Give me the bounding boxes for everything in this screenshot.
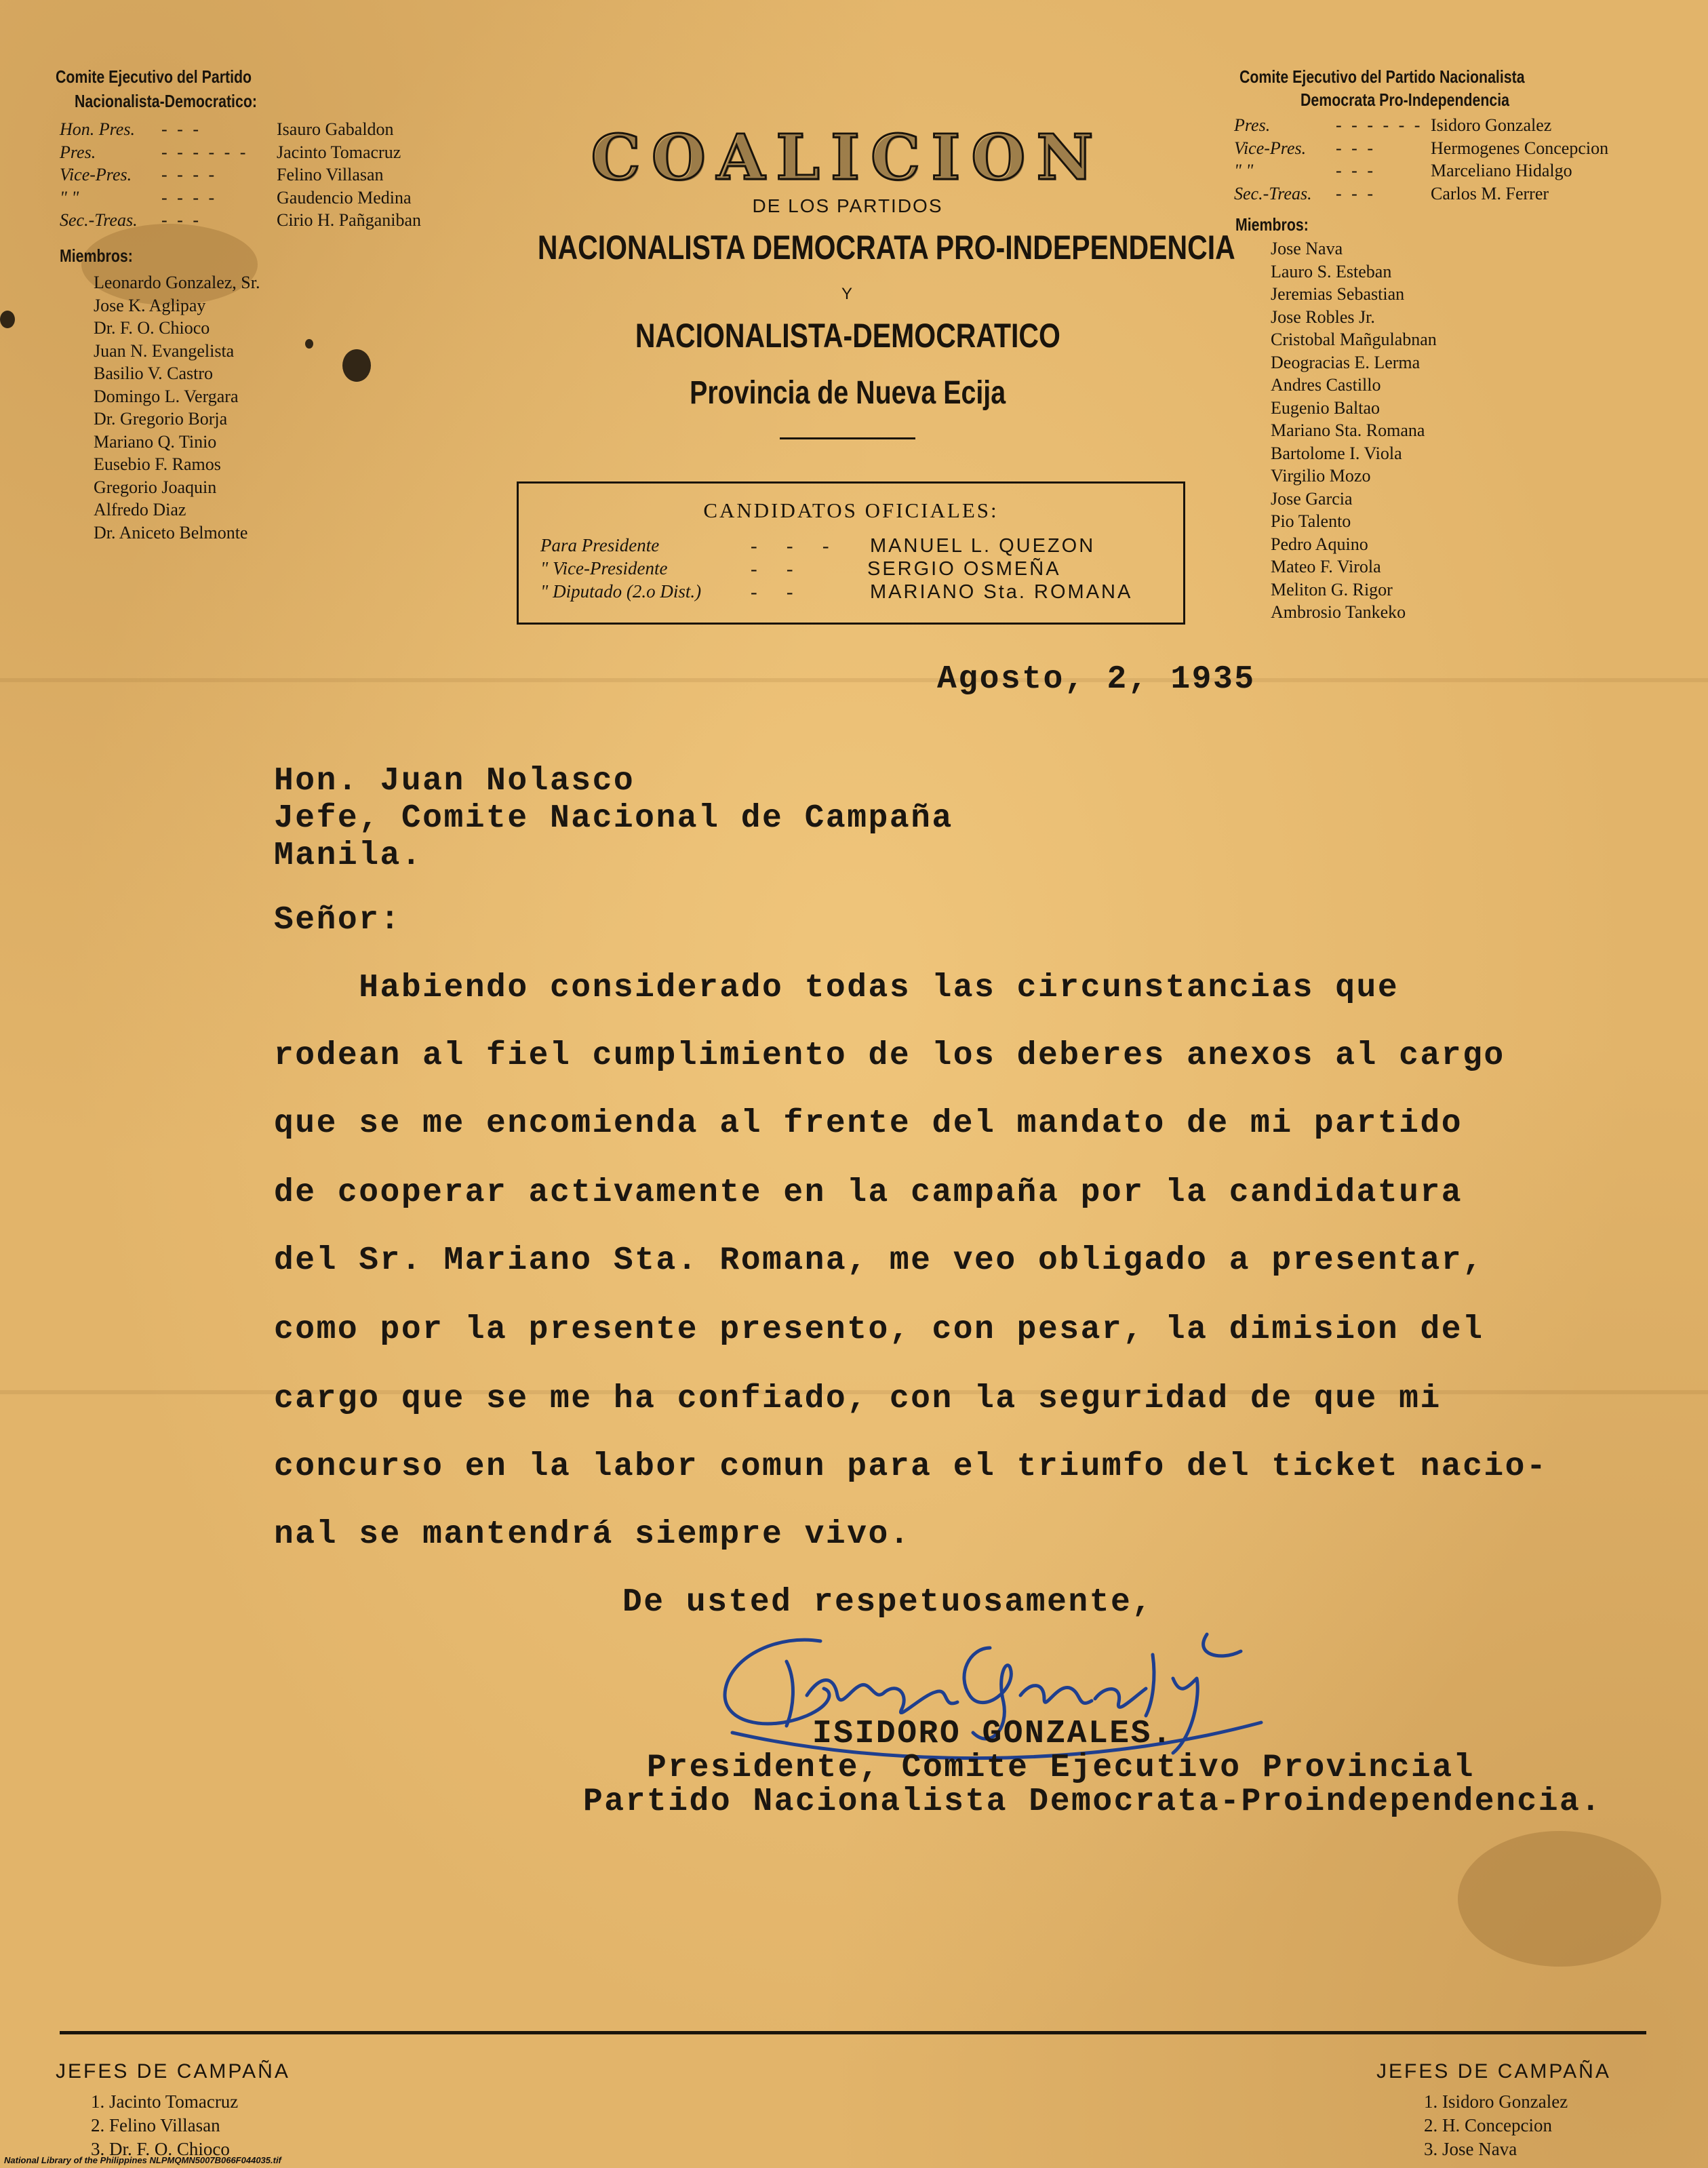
recipient-line: Manila. — [274, 837, 423, 874]
officer-name: Gaudencio Medina — [277, 187, 412, 208]
letterhead-title: COALICION — [591, 121, 1105, 194]
recipient-line: Hon. Juan Nolasco — [274, 763, 635, 800]
officer-dashes: - - - - - - — [161, 142, 249, 162]
member-name: Eugenio Baltao — [1271, 397, 1381, 418]
member-name: Dr. Aniceto Belmonte — [94, 522, 248, 543]
party-name-2: NACIONALISTA-DEMOCRATICO — [635, 317, 1060, 355]
paper-fold — [0, 678, 1708, 682]
member-name: Lauro S. Esteban — [1271, 261, 1392, 281]
member-name: Pio Talento — [1271, 511, 1351, 531]
body-line: de cooperar activamente en la campaña por la candidatura — [274, 1175, 1463, 1211]
officer-dashes: - - - — [161, 119, 201, 139]
member-name: Gregorio Joaquin — [94, 477, 217, 497]
right-officers-list — [1234, 114, 1608, 205]
recipient-line: Jefe, Comite Nacional de Campaña — [274, 800, 953, 837]
signer-party: Partido Nacionalista Democrata-Proindependencia. — [583, 1783, 1602, 1820]
member-name: Pedro Aquino — [1271, 534, 1368, 554]
officer-row — [60, 118, 421, 141]
member-name: Ambrosio Tankeko — [1271, 602, 1406, 622]
left-members-list — [94, 271, 260, 544]
body-line: concurso en la labor comun para el triumfo del ticket nacio- — [274, 1448, 1548, 1485]
officer-role: Sec.-Treas. — [60, 210, 138, 230]
campaign-chief: 1. Isidoro Gonzalez — [1424, 2091, 1568, 2112]
province-name: Provincia de Nueva Ecija — [690, 375, 1006, 411]
officer-row — [1234, 137, 1608, 160]
stain — [1458, 1831, 1661, 1967]
member-name: Jose Robles Jr. — [1271, 307, 1375, 327]
officer-role: Pres. — [60, 142, 96, 162]
member-name: Jeremias Sebastian — [1271, 284, 1405, 304]
officer-dashes: - - - - — [161, 187, 218, 208]
officer-name: Marceliano Hidalgo — [1431, 161, 1572, 180]
body-line: nal se mantendrá siempre vivo. — [274, 1516, 911, 1553]
officer-row — [60, 209, 421, 232]
officer-role: Vice-Pres. — [1234, 138, 1307, 158]
officer-row — [1234, 114, 1608, 137]
candidate-dashes: - - - — [751, 535, 841, 557]
left-officers-list — [60, 118, 421, 232]
campaign-chief: 3. Jose Nava — [1424, 2139, 1517, 2159]
member-name: Domingo L. Vergara — [94, 386, 239, 406]
campaign-chief: 3. Dr. F. O. Chioco — [91, 2139, 230, 2159]
officer-name: Isidoro Gonzalez — [1431, 115, 1552, 135]
body-line: como por la presente presento, con pesar, la dimision del — [274, 1312, 1484, 1348]
party-name-1: NACIONALISTA DEMOCRATA PRO-INDEPENDENCIA — [537, 229, 1235, 267]
officer-role: " " — [1234, 161, 1254, 180]
candidate-dashes: - - — [751, 558, 806, 580]
member-name: Dr. F. O. Chioco — [94, 318, 210, 338]
candidate-dashes: - - — [751, 581, 806, 603]
body-line: que se me encomienda al frente del mandato de mi partido — [274, 1105, 1463, 1142]
officer-role: Pres. — [1234, 115, 1271, 135]
candidate-role: Para Presidente — [540, 535, 660, 555]
right-committee-heading-2: Democrata Pro-Independencia — [1300, 90, 1510, 110]
salutation: Señor: — [274, 902, 401, 939]
footer-right-heading: JEFES DE CAMPAÑA — [1376, 2060, 1611, 2083]
officer-row — [1234, 159, 1608, 182]
member-name: Mateo F. Virola — [1271, 557, 1381, 576]
ink-blot — [342, 349, 371, 382]
right-members-list — [1271, 237, 1437, 624]
campaign-chief: 2. H. Concepcion — [1424, 2115, 1552, 2135]
candidate-row — [540, 558, 1171, 581]
member-name: Mariano Q. Tinio — [94, 431, 217, 452]
member-name: Deogracias E. Lerma — [1271, 352, 1421, 372]
letter-date: Agosto, 2, 1935 — [937, 661, 1256, 698]
member-name: Andres Castillo — [1271, 375, 1381, 395]
footer-left-list — [91, 2090, 238, 2161]
ink-blot — [305, 339, 313, 349]
officer-role: " " — [60, 187, 79, 208]
candidate-name: SERGIO OSMEÑA — [867, 558, 1061, 580]
officer-role: Sec.-Treas. — [1234, 183, 1312, 203]
officer-row — [60, 141, 421, 164]
ink-blot — [0, 311, 15, 328]
member-name: Eusebio F. Ramos — [94, 454, 221, 474]
member-name: Alfredo Diaz — [94, 500, 186, 519]
candidate-row — [540, 581, 1171, 604]
officer-row — [1234, 182, 1608, 205]
campaign-chief: 2. Felino Villasan — [91, 2115, 220, 2135]
left-members-label: Miembros: — [60, 245, 133, 266]
member-name: Bartolome I. Viola — [1271, 443, 1402, 463]
body-line: Habiendo considerado todas las circunstancias que — [274, 970, 1399, 1006]
officer-dashes: - - - — [1336, 183, 1376, 203]
campaign-chief: 1. Jacinto Tomacruz — [91, 2091, 239, 2112]
signer-title: Presidente, Comite Ejecutivo Provincial — [647, 1750, 1475, 1786]
member-name: Virgilio Mozo — [1271, 466, 1371, 486]
officer-role: Hon. Pres. — [60, 119, 135, 139]
candidate-name: MANUEL L. QUEZON — [870, 535, 1096, 557]
member-name: Meliton G. Rigor — [1271, 579, 1393, 599]
footer-rule — [60, 2031, 1646, 2034]
officer-row — [60, 163, 421, 186]
officer-name: Cirio H. Pañganiban — [277, 210, 422, 230]
officer-role: Vice-Pres. — [60, 165, 132, 184]
left-committee-heading-1: Comite Ejecutivo del Partido — [56, 66, 252, 87]
candidate-role: " Diputado (2.o Dist.) — [540, 581, 702, 602]
member-name: Jose Nava — [1271, 239, 1343, 258]
officer-name: Felino Villasan — [277, 165, 384, 184]
archive-note: National Library of the Philippines NLPMQMN5007B066F044035.tif — [4, 2155, 281, 2165]
letterhead-divider — [780, 437, 915, 439]
left-committee-heading-2: Nacionalista-Democratico: — [75, 91, 257, 111]
letterhead-subtitle: DE LOS PARTIDOS — [752, 195, 943, 216]
member-name: Basilio V. Castro — [94, 363, 214, 383]
member-name: Mariano Sta. Romana — [1271, 420, 1425, 440]
officer-name: Isauro Gabaldon — [277, 119, 394, 139]
candidate-name: MARIANO Sta. ROMANA — [870, 581, 1133, 603]
officer-name: Hermogenes Concepcion — [1431, 138, 1609, 158]
closing: De usted respetuosamente, — [622, 1584, 1153, 1621]
letterhead-conjunction: Y — [841, 285, 854, 303]
candidate-row — [540, 535, 1171, 558]
officer-row — [60, 186, 421, 210]
body-line: rodean al fiel cumplimiento de los deberes anexos al cargo — [274, 1038, 1505, 1074]
candidates-title: CANDIDATOS OFICIALES: — [703, 498, 999, 522]
footer-right-list — [1424, 2090, 1568, 2161]
signer-name: ISIDORO GONZALES. — [812, 1716, 1174, 1752]
member-name: Juan N. Evangelista — [94, 340, 235, 361]
body-line: del Sr. Mariano Sta. Romana, me veo obligado a presentar, — [274, 1242, 1484, 1279]
candidates-box — [517, 481, 1185, 625]
officer-name: Carlos M. Ferrer — [1431, 183, 1549, 203]
right-committee-heading-1: Comite Ejecutivo del Partido Nacionalista — [1239, 66, 1525, 87]
officer-dashes: - - - - - - — [1336, 115, 1423, 135]
officer-name: Jacinto Tomacruz — [277, 142, 401, 162]
candidate-role: " Vice-Presidente — [540, 558, 668, 578]
member-name: Leonardo Gonzalez, Sr. — [94, 273, 260, 292]
officer-dashes: - - - — [161, 210, 201, 230]
member-name: Dr. Gregorio Borja — [94, 409, 228, 429]
footer-left-heading: JEFES DE CAMPAÑA — [56, 2060, 290, 2083]
officer-dashes: - - - — [1336, 161, 1376, 180]
member-name: Cristobal Mañgulabnan — [1271, 330, 1437, 349]
officer-dashes: - - - - — [161, 165, 218, 184]
member-name: Jose K. Aglipay — [94, 295, 206, 315]
officer-dashes: - - - — [1336, 138, 1376, 158]
member-name: Jose Garcia — [1271, 488, 1353, 509]
right-members-label: Miembros: — [1235, 214, 1309, 235]
body-line: cargo que se me ha confiado, con la seguridad de que mi — [274, 1381, 1442, 1417]
